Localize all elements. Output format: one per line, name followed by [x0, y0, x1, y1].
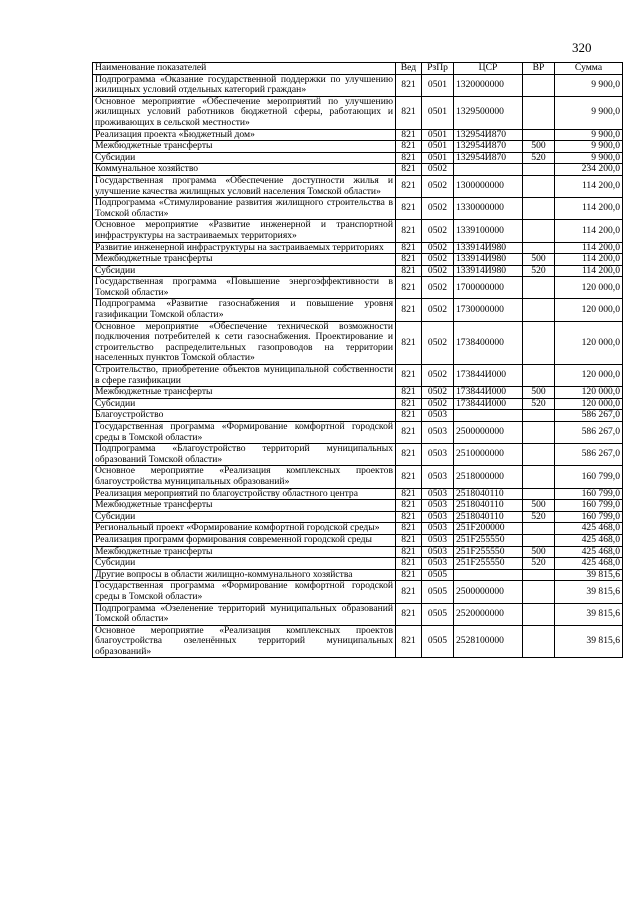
table-row: [93, 569, 623, 581]
cell-name: Государственная программа «Формирование комфортной городской среды в Томской области»: [93, 422, 396, 444]
table-row: [93, 466, 623, 488]
cell-rzpr: 0503: [422, 444, 454, 466]
cell-sum: 120 000,0: [555, 299, 623, 321]
cell-vr: [523, 466, 555, 488]
header-sum: Сумма: [555, 63, 623, 75]
cell-vr: 520: [523, 265, 555, 277]
budget-table: [92, 62, 623, 658]
cell-csr: 132954И870: [454, 141, 523, 153]
cell-name: Благоустройство: [93, 410, 396, 422]
cell-ved: 821: [396, 198, 422, 220]
cell-ved: 821: [396, 74, 422, 96]
cell-csr: 251F255550: [454, 546, 523, 558]
cell-rzpr: 0502: [422, 254, 454, 266]
cell-ved: 821: [396, 398, 422, 410]
cell-csr: 2510000000: [454, 444, 523, 466]
cell-csr: 1300000000: [454, 175, 523, 197]
cell-name: Основное мероприятие «Реализация комплексных проектов благоустройства муниципальных образований»: [93, 466, 396, 488]
cell-rzpr: 0502: [422, 277, 454, 299]
table-row: [93, 625, 623, 658]
cell-name: Субсидии: [93, 558, 396, 570]
header-name: Наименование показателей: [93, 63, 396, 75]
cell-sum: 39 815,6: [555, 581, 623, 603]
cell-ved: 821: [396, 242, 422, 254]
cell-csr: 2518040110: [454, 500, 523, 512]
table-row: [93, 387, 623, 399]
cell-ved: 821: [396, 534, 422, 546]
cell-sum: 425 468,0: [555, 534, 623, 546]
table-row: [93, 299, 623, 321]
header-rzpr: РзПр: [422, 63, 454, 75]
table-row: [93, 488, 623, 500]
cell-csr: 173844И000: [454, 398, 523, 410]
table-row: [93, 74, 623, 96]
cell-sum: 39 815,6: [555, 569, 623, 581]
cell-vr: [523, 129, 555, 141]
cell-sum: 234 200,0: [555, 164, 623, 176]
cell-rzpr: 0502: [422, 242, 454, 254]
cell-sum: 114 200,0: [555, 175, 623, 197]
cell-sum: 39 815,6: [555, 625, 623, 658]
cell-csr: 251F200000: [454, 523, 523, 535]
table-row: [93, 511, 623, 523]
cell-sum: 160 799,0: [555, 500, 623, 512]
cell-ved: 821: [396, 321, 422, 364]
cell-sum: 114 200,0: [555, 220, 623, 242]
cell-rzpr: 0503: [422, 523, 454, 535]
cell-ved: 821: [396, 558, 422, 570]
cell-vr: [523, 422, 555, 444]
cell-sum: 114 200,0: [555, 242, 623, 254]
cell-ved: 821: [396, 625, 422, 658]
cell-sum: 9 900,0: [555, 129, 623, 141]
cell-sum: 9 900,0: [555, 141, 623, 153]
table-row: [93, 220, 623, 242]
table-row: [93, 175, 623, 197]
cell-csr: [454, 164, 523, 176]
cell-name: Строительство, приобретение объектов муниципальной собственности в сфере газификации: [93, 365, 396, 387]
cell-csr: 1329500000: [454, 96, 523, 129]
cell-vr: 500: [523, 254, 555, 266]
cell-sum: 425 468,0: [555, 558, 623, 570]
table-row: [93, 321, 623, 364]
cell-vr: [523, 96, 555, 129]
cell-sum: 114 200,0: [555, 254, 623, 266]
header-csr: ЦСР: [454, 63, 523, 75]
cell-ved: 821: [396, 96, 422, 129]
cell-rzpr: 0505: [422, 603, 454, 625]
cell-rzpr: 0503: [422, 534, 454, 546]
cell-ved: 821: [396, 500, 422, 512]
cell-vr: 520: [523, 398, 555, 410]
cell-csr: 2520000000: [454, 603, 523, 625]
cell-rzpr: 0502: [422, 175, 454, 197]
cell-rzpr: 0502: [422, 164, 454, 176]
cell-csr: 1738400000: [454, 321, 523, 364]
cell-sum: 120 000,0: [555, 398, 623, 410]
cell-vr: [523, 198, 555, 220]
cell-vr: 500: [523, 387, 555, 399]
cell-vr: [523, 534, 555, 546]
cell-vr: 520: [523, 558, 555, 570]
cell-name: Развитие инженерной инфраструктуры на застраиваемых территориях: [93, 242, 396, 254]
cell-ved: 821: [396, 265, 422, 277]
cell-ved: 821: [396, 152, 422, 164]
table-row: [93, 581, 623, 603]
cell-csr: 2500000000: [454, 422, 523, 444]
cell-csr: 1700000000: [454, 277, 523, 299]
cell-vr: [523, 365, 555, 387]
cell-csr: 132954И870: [454, 129, 523, 141]
cell-vr: 500: [523, 141, 555, 153]
cell-name: Межбюджетные трансферты: [93, 500, 396, 512]
cell-csr: 133914И980: [454, 265, 523, 277]
cell-vr: [523, 603, 555, 625]
cell-rzpr: 0503: [422, 558, 454, 570]
cell-name: Подпрограмма «Благоустройство территорий муниципальных образований Томской области»: [93, 444, 396, 466]
table-row: [93, 523, 623, 535]
table-row: [93, 198, 623, 220]
table-header-row: [93, 63, 623, 75]
cell-sum: 120 000,0: [555, 387, 623, 399]
cell-rzpr: 0503: [422, 410, 454, 422]
cell-name: Подпрограмма «Озеленение территорий муниципальных образований Томской области»: [93, 603, 396, 625]
cell-name: Государственная программа «Формирование комфортной городской среды в Томской области»: [93, 581, 396, 603]
cell-ved: 821: [396, 387, 422, 399]
cell-rzpr: 0503: [422, 422, 454, 444]
cell-name: Основное мероприятие «Развитие инженерной и транспортной инфраструктуры на застраиваемых территориях»: [93, 220, 396, 242]
cell-csr: 133914И980: [454, 242, 523, 254]
cell-ved: 821: [396, 581, 422, 603]
cell-csr: 1730000000: [454, 299, 523, 321]
cell-ved: 821: [396, 511, 422, 523]
cell-rzpr: 0501: [422, 129, 454, 141]
cell-name: Другие вопросы в области жилищно-коммунального хозяйства: [93, 569, 396, 581]
table-row: [93, 500, 623, 512]
cell-csr: 1330000000: [454, 198, 523, 220]
cell-sum: 586 267,0: [555, 422, 623, 444]
cell-sum: 9 900,0: [555, 96, 623, 129]
cell-csr: 251F255550: [454, 534, 523, 546]
cell-vr: 500: [523, 546, 555, 558]
cell-rzpr: 0505: [422, 625, 454, 658]
cell-name: Основное мероприятие «Обеспечение технической возможности подключения потребителей к сети газоснабжения. Проектирование и строительство распределительных газопроводов на территории населенных пунктов Томской области»: [93, 321, 396, 364]
cell-sum: 160 799,0: [555, 511, 623, 523]
table-row: [93, 277, 623, 299]
cell-rzpr: 0501: [422, 152, 454, 164]
cell-ved: 821: [396, 546, 422, 558]
cell-name: Подпрограмма «Оказание государственной поддержки по улучшению жилищных условий отдельных категорий граждан»: [93, 74, 396, 96]
cell-csr: 132954И870: [454, 152, 523, 164]
cell-name: Подпрограмма «Развитие газоснабжения и повышение уровня газификации Томской области»: [93, 299, 396, 321]
cell-sum: 9 900,0: [555, 152, 623, 164]
cell-vr: [523, 277, 555, 299]
table-row: [93, 365, 623, 387]
cell-csr: 173844И000: [454, 365, 523, 387]
table-row: [93, 265, 623, 277]
cell-ved: 821: [396, 175, 422, 197]
cell-ved: 821: [396, 444, 422, 466]
cell-rzpr: 0502: [422, 321, 454, 364]
cell-csr: 133914И980: [454, 254, 523, 266]
cell-vr: [523, 242, 555, 254]
cell-ved: 821: [396, 523, 422, 535]
table-row: [93, 152, 623, 164]
cell-ved: 821: [396, 603, 422, 625]
table-row: [93, 546, 623, 558]
cell-name: Реализация проекта «Бюджетный дом»: [93, 129, 396, 141]
cell-vr: [523, 488, 555, 500]
cell-sum: 9 900,0: [555, 74, 623, 96]
table-row: [93, 164, 623, 176]
cell-name: Реализация мероприятий по благоустройству областного центра: [93, 488, 396, 500]
cell-vr: [523, 410, 555, 422]
cell-ved: 821: [396, 410, 422, 422]
cell-sum: 160 799,0: [555, 466, 623, 488]
cell-vr: [523, 220, 555, 242]
table-row: [93, 444, 623, 466]
cell-rzpr: 0502: [422, 398, 454, 410]
cell-name: Межбюджетные трансферты: [93, 546, 396, 558]
cell-name: Субсидии: [93, 398, 396, 410]
cell-name: Государственная программа «Обеспечение доступности жилья и улучшение качества жилищных условий населения Томской области»: [93, 175, 396, 197]
cell-sum: 425 468,0: [555, 546, 623, 558]
cell-vr: [523, 625, 555, 658]
cell-name: Субсидии: [93, 265, 396, 277]
cell-name: Подпрограмма «Стимулирование развития жилищного строительства в Томской области»: [93, 198, 396, 220]
cell-name: Межбюджетные трансферты: [93, 387, 396, 399]
cell-vr: [523, 299, 555, 321]
cell-name: Государственная программа «Повышение энергоэффективности в Томской области»: [93, 277, 396, 299]
table-row: [93, 603, 623, 625]
cell-sum: 120 000,0: [555, 277, 623, 299]
cell-rzpr: 0502: [422, 387, 454, 399]
cell-sum: 160 799,0: [555, 488, 623, 500]
cell-csr: 1339100000: [454, 220, 523, 242]
cell-name: Основное мероприятие «Обеспечение мероприятий по улучшению жилищных условий работников бюджетной сферы, работающих и проживающих в сельской местности»: [93, 96, 396, 129]
cell-sum: 425 468,0: [555, 523, 623, 535]
cell-name: Межбюджетные трансферты: [93, 254, 396, 266]
cell-ved: 821: [396, 141, 422, 153]
cell-rzpr: 0502: [422, 365, 454, 387]
cell-sum: 586 267,0: [555, 410, 623, 422]
cell-vr: 520: [523, 511, 555, 523]
cell-sum: 114 200,0: [555, 198, 623, 220]
table-row: [93, 534, 623, 546]
cell-rzpr: 0505: [422, 569, 454, 581]
cell-csr: [454, 410, 523, 422]
cell-rzpr: 0503: [422, 546, 454, 558]
cell-rzpr: 0502: [422, 299, 454, 321]
cell-vr: 520: [523, 152, 555, 164]
cell-csr: 251F255550: [454, 558, 523, 570]
header-ved: Вед: [396, 63, 422, 75]
cell-sum: 586 267,0: [555, 444, 623, 466]
cell-rzpr: 0505: [422, 581, 454, 603]
table-row: [93, 422, 623, 444]
cell-sum: 114 200,0: [555, 265, 623, 277]
table-row: [93, 558, 623, 570]
cell-ved: 821: [396, 220, 422, 242]
cell-rzpr: 0501: [422, 96, 454, 129]
cell-rzpr: 0503: [422, 488, 454, 500]
cell-rzpr: 0501: [422, 74, 454, 96]
cell-name: Реализация программ формирования современной городской среды: [93, 534, 396, 546]
page-number: 320: [572, 40, 592, 55]
cell-ved: 821: [396, 365, 422, 387]
cell-sum: 39 815,6: [555, 603, 623, 625]
cell-ved: 821: [396, 488, 422, 500]
cell-sum: 120 000,0: [555, 365, 623, 387]
table-row: [93, 398, 623, 410]
cell-csr: 2518040110: [454, 488, 523, 500]
cell-name: Коммунальное хозяйство: [93, 164, 396, 176]
cell-ved: 821: [396, 466, 422, 488]
cell-name: Субсидии: [93, 152, 396, 164]
cell-vr: [523, 175, 555, 197]
cell-vr: 500: [523, 500, 555, 512]
cell-csr: 2528100000: [454, 625, 523, 658]
table-row: [93, 96, 623, 129]
cell-vr: [523, 444, 555, 466]
table-row: [93, 242, 623, 254]
cell-vr: [523, 164, 555, 176]
cell-name: Региональный проект «Формирование комфортной городской среды»: [93, 523, 396, 535]
cell-vr: [523, 74, 555, 96]
cell-ved: 821: [396, 254, 422, 266]
cell-ved: 821: [396, 569, 422, 581]
cell-csr: [454, 569, 523, 581]
cell-rzpr: 0503: [422, 500, 454, 512]
cell-rzpr: 0503: [422, 511, 454, 523]
cell-vr: [523, 523, 555, 535]
cell-ved: 821: [396, 277, 422, 299]
cell-rzpr: 0502: [422, 220, 454, 242]
cell-rzpr: 0502: [422, 198, 454, 220]
cell-csr: 2518000000: [454, 466, 523, 488]
cell-sum: 120 000,0: [555, 321, 623, 364]
table-row: [93, 141, 623, 153]
cell-rzpr: 0501: [422, 141, 454, 153]
cell-rzpr: 0502: [422, 265, 454, 277]
cell-vr: [523, 569, 555, 581]
cell-name: Основное мероприятие «Реализация комплексных проектов благоустройства озеленённых территорий муниципальных образований»: [93, 625, 396, 658]
cell-csr: 2500000000: [454, 581, 523, 603]
table-row: [93, 254, 623, 266]
cell-vr: [523, 321, 555, 364]
cell-ved: 821: [396, 164, 422, 176]
cell-csr: 173844И000: [454, 387, 523, 399]
cell-rzpr: 0503: [422, 466, 454, 488]
cell-name: Субсидии: [93, 511, 396, 523]
table-row: [93, 410, 623, 422]
cell-ved: 821: [396, 129, 422, 141]
cell-name: Межбюджетные трансферты: [93, 141, 396, 153]
cell-vr: [523, 581, 555, 603]
cell-csr: 2518040110: [454, 511, 523, 523]
table-row: [93, 129, 623, 141]
cell-ved: 821: [396, 422, 422, 444]
header-vr: ВР: [523, 63, 555, 75]
cell-csr: 1320000000: [454, 74, 523, 96]
cell-ved: 821: [396, 299, 422, 321]
